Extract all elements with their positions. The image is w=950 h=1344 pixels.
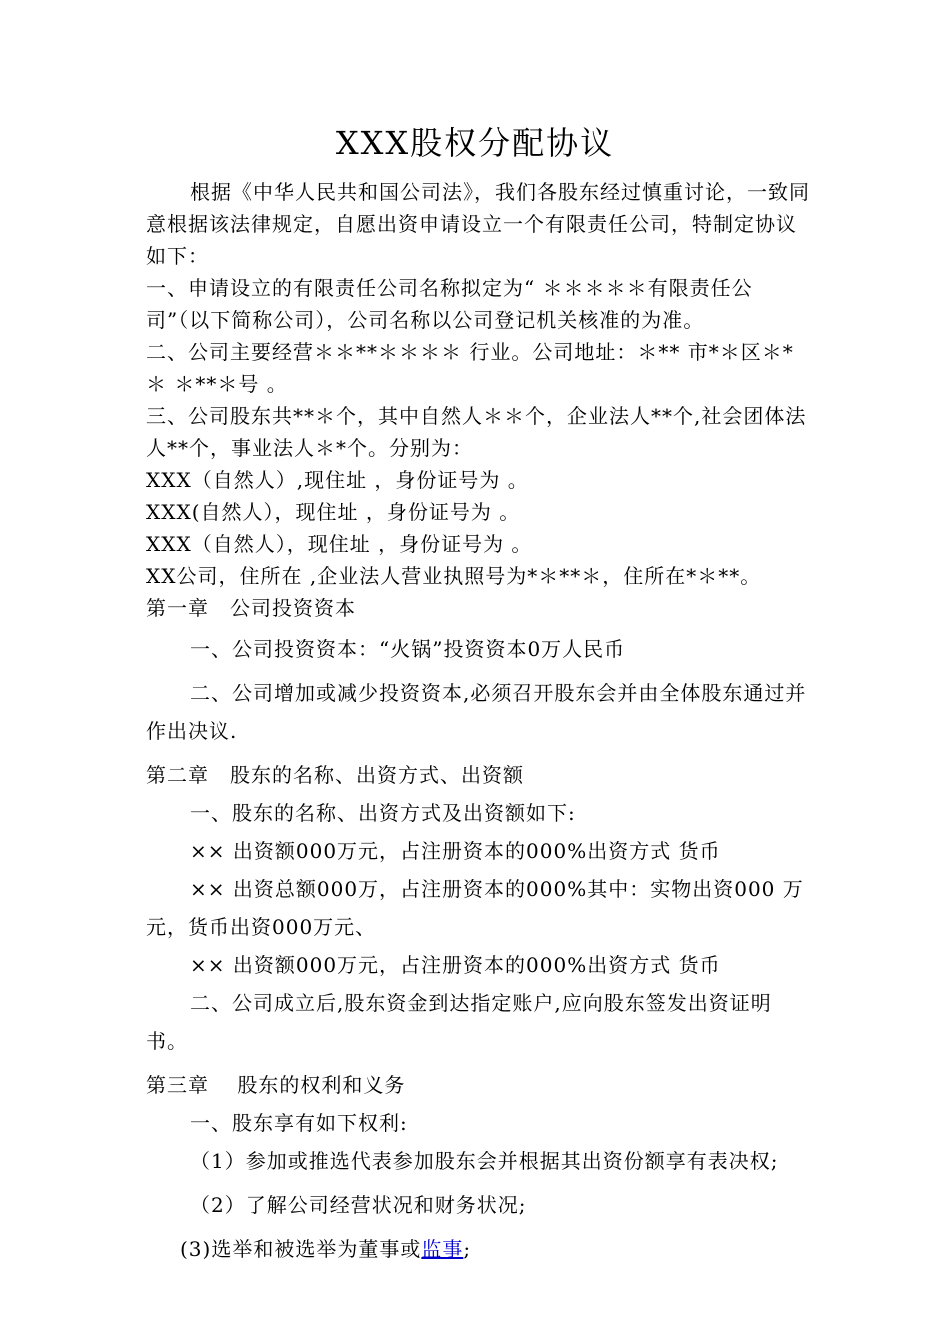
chapter-1-heading: 第一章 公司投资资本 bbox=[146, 596, 356, 620]
chapter-3-item-1: 一、股东享有如下权利: bbox=[190, 1111, 408, 1135]
clause-1-company-name: 一、申请设立的有限责任公司名称拟定为“ ＊＊＊＊＊有限责任公司”（以下简称公司），公司名称以公司登记机关核准的为准。 bbox=[146, 276, 753, 332]
right-item-3-suffix: ; bbox=[463, 1237, 472, 1261]
right-item-3 bbox=[146, 1230, 811, 1268]
shareholder-line: XXX（自然人），现住址 ，身份证号为 。 bbox=[146, 532, 533, 556]
clause-2-business-address: 二、公司主要经营＊＊**＊＊＊＊ 行业。公司地址：＊** 市*＊区＊*＊ ＊**＊号 。 bbox=[146, 340, 794, 396]
contribution-line: ×× 出资额000万元，占注册资本的000%出资方式 货币 bbox=[190, 839, 721, 863]
right-item-2: （2）了解公司经营状况和财务状况; bbox=[190, 1193, 527, 1217]
shareholder-line: XXX（自然人）,现住址 ，身份证号为 。 bbox=[146, 468, 529, 492]
chapter-2-heading: 第二章 股东的名称、出资方式、出资额 bbox=[146, 763, 524, 787]
shareholder-line: XXX(自然人），现住址 ，身份证号为 。 bbox=[146, 500, 521, 524]
intro-paragraph: 根据《中华人民共和国公司法》，我们各股东经过慎重讨论，一致同意根据该法律规定，自愿出资申请设立一个有限责任公司，特制定协议如下： bbox=[146, 180, 810, 268]
chapter-1-item-1: 一、公司投资资本：“火锅”投资资本0万人民币 bbox=[190, 637, 626, 661]
chapter-1-item-2: 二、公司增加或减少投资资本,必须召开股东会并由全体股东通过并作出决议. bbox=[146, 681, 807, 743]
contribution-line: ×× 出资额000万元，占注册资本的000%出资方式 货币 bbox=[190, 953, 721, 977]
supervisor-link[interactable]: 监事 bbox=[421, 1237, 464, 1261]
company-shareholder-line: XX公司，住所在 ,企业法人营业执照号为*＊**＊，住所在*＊**。 bbox=[146, 564, 762, 588]
document-title: XXX股权分配协议 bbox=[335, 124, 615, 162]
contribution-line: ×× 出资总额000万，占注册资本的000%其中：实物出资000 万元，货币出资000万元、 bbox=[146, 877, 804, 939]
chapter-2-item-2: 二、公司成立后,股东资金到达指定账户,应向股东签发出资证明书。 bbox=[146, 991, 772, 1053]
chapter-3-heading: 第三章 股东的权利和义务 bbox=[146, 1073, 406, 1097]
right-item-1: （1）参加或推选代表参加股东会并根据其出资份额享有表决权; bbox=[190, 1149, 779, 1173]
document-body bbox=[146, 176, 811, 1268]
right-item-3-text: (3)选举和被选举为董事或 bbox=[180, 1237, 422, 1261]
clause-3-shareholders: 三、公司股东共**＊个，其中自然人＊＊个，企业法人**个,社会团体法人**个，事业法人＊*个。分别为： bbox=[146, 404, 807, 460]
chapter-2-item-1: 一、股东的名称、出资方式及出资额如下: bbox=[190, 801, 576, 825]
